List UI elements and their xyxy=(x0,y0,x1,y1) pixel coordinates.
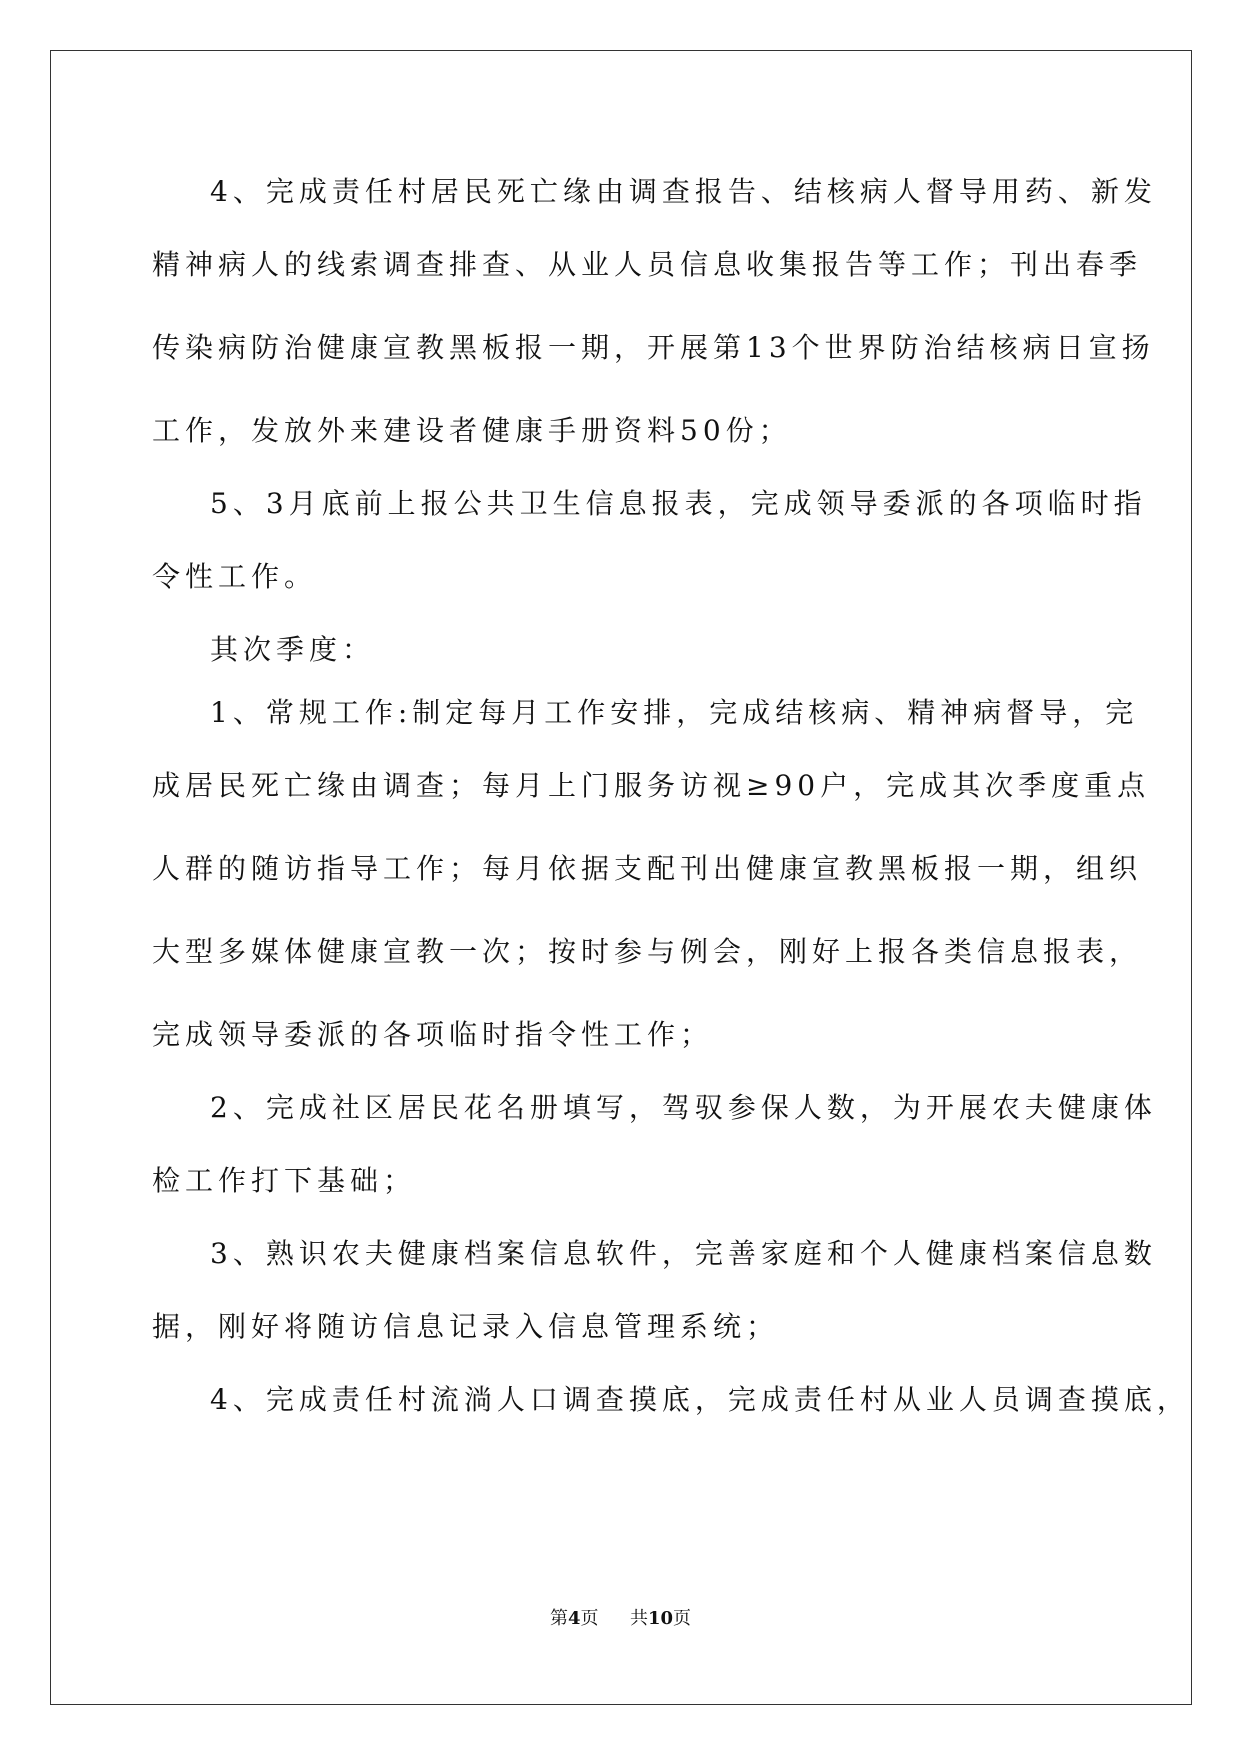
page-number-label xyxy=(550,1604,599,1630)
paragraph xyxy=(152,618,1092,681)
page-footer xyxy=(0,1604,1241,1630)
text-line: 2、完成社区居民花名册填写，驾驭参保人数，为开展农夫健康体 xyxy=(210,1091,1157,1124)
paragraph xyxy=(152,1368,1190,1431)
total-prefix: 共 xyxy=(629,1608,648,1629)
text-line: 完成领导委派的各项临时指令性工作； xyxy=(152,1018,714,1051)
text-line: 检工作打下基础； xyxy=(152,1164,417,1197)
paragraph xyxy=(152,1222,1157,1368)
paragraph xyxy=(152,160,1157,472)
text-line: 令性工作。 xyxy=(152,560,318,593)
text-line: 4、完成责任村流淌人口调查摸底，完成责任村从业人员调查摸底， xyxy=(210,1383,1190,1416)
page-prefix: 第 xyxy=(549,1608,568,1629)
text-line: 精神病人的线索调查排查、从业人员信息收集报告等工作；刊出春季 xyxy=(152,248,1143,281)
document-body xyxy=(152,160,1190,1431)
text-line: 成居民死亡缘由调查；每月上门服务访视≥90户，完成其次季度重点 xyxy=(152,769,1151,802)
paragraph xyxy=(152,681,1151,1076)
total-number: 10 xyxy=(647,1608,674,1629)
text-line: 3、熟识农夫健康档案信息软件，完善家庭和个人健康档案信息数 xyxy=(210,1237,1157,1270)
text-line: 5、3月底前上报公共卫生信息报表，完成领导委派的各项临时指 xyxy=(210,487,1147,520)
text-line: 传染病防治健康宣教黑板报一期，开展第13个世界防治结核病日宣扬 xyxy=(152,331,1155,364)
text-line: 据，刚好将随访信息记录入信息管理系统； xyxy=(152,1310,780,1343)
text-line: 大型多媒体健康宣教一次；按时参与例会，刚好上报各类信息报表， xyxy=(152,935,1143,968)
page-suffix: 页 xyxy=(580,1608,599,1629)
text-line: 4、完成责任村居民死亡缘由调查报告、结核病人督导用药、新发 xyxy=(210,175,1157,208)
paragraph xyxy=(152,1076,1157,1222)
page-number: 4 xyxy=(567,1608,581,1629)
text-line: 工作，发放外来建设者健康手册资料50份； xyxy=(152,414,792,447)
text-line: 其次季度： xyxy=(210,633,376,666)
paragraph xyxy=(152,472,1147,618)
total-suffix: 页 xyxy=(673,1608,692,1629)
text-line: 1、常规工作:制定每月工作安排，完成结核病、精神病督导，完 xyxy=(210,696,1139,729)
total-pages-label xyxy=(630,1604,691,1630)
text-line: 人群的随访指导工作；每月依据支配刊出健康宣教黑板报一期，组织 xyxy=(152,852,1143,885)
